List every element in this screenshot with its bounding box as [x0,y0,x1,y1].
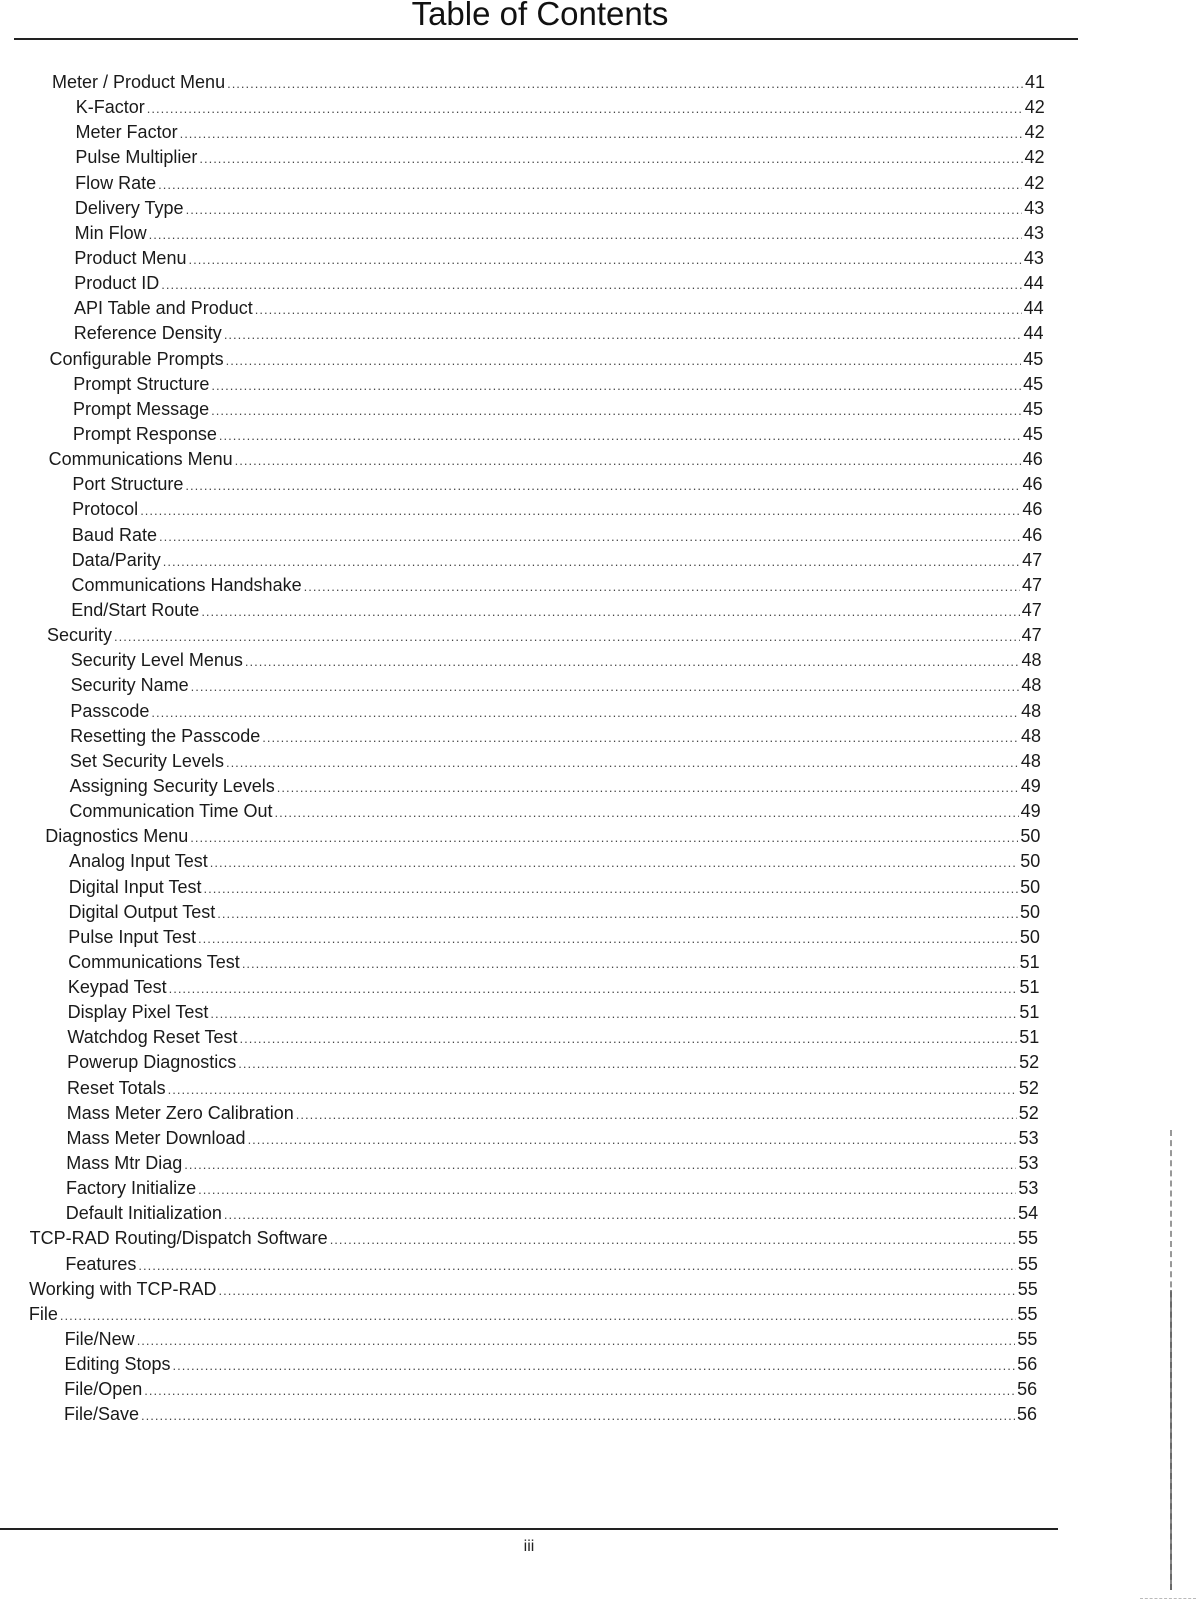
toc-entry-page: 50 [1019,901,1040,922]
toc-entry-page: 55 [1017,1329,1038,1350]
dot-leader [217,901,1018,926]
dot-leader [245,649,1020,674]
dot-leader [224,1202,1016,1227]
toc-entry-page: 48 [1020,750,1041,771]
toc-entry-label: Meter / Product Menu [52,72,226,92]
toc-entry [0,1126,1039,1151]
dot-leader [204,876,1019,901]
toc-entry [0,347,1043,372]
dot-leader [60,1303,1016,1328]
toc-entry [0,875,1040,900]
toc-entry-page: 56 [1017,1354,1038,1375]
toc-entry [0,246,1044,271]
toc-entry-label: Watchdog Reset Test [67,1027,238,1048]
toc-entry-label: Digital Input Test [68,876,202,897]
toc-entry-label: Data/Parity [71,549,161,570]
dot-leader [138,1253,1015,1278]
toc-entry [0,849,1040,874]
toc-entry [0,1151,1038,1176]
dot-leader [151,700,1019,725]
toc-entry [0,1377,1037,1402]
toc-entry [0,724,1041,749]
toc-entry-page: 44 [1023,298,1044,319]
toc-entry-label: Working with TCP-RAD [29,1278,217,1299]
toc-entry-page: 49 [1020,775,1041,796]
toc-entry [0,623,1042,648]
toc-entry-page: 55 [1017,1253,1038,1274]
toc-entry-page: 50 [1020,876,1041,897]
toc-entry-label: Min Flow [74,222,147,243]
toc-entry-page: 50 [1020,851,1041,872]
toc-entry [0,271,1044,296]
dot-leader [114,624,1020,649]
toc-entry-label: Mass Mtr Diag [66,1153,183,1174]
dot-leader [226,348,1022,373]
toc-entry-page: 52 [1019,1052,1040,1073]
toc-entry-page: 47 [1021,625,1042,646]
toc-entry [0,799,1041,824]
toc-entry-label: Communications Test [68,951,240,972]
toc-entry-page: 47 [1021,574,1042,595]
dot-leader [211,373,1021,398]
dot-leader [296,1102,1017,1127]
toc-entry-label: Security Level Menus [70,650,243,671]
toc-entry [0,1101,1039,1126]
toc-entry [0,70,1045,95]
dot-leader [242,951,1018,976]
dot-leader [158,172,1022,197]
dot-leader [224,322,1022,347]
toc-entry [0,824,1040,849]
toc-entry-page: 41 [1024,72,1045,92]
dot-leader [149,222,1022,247]
toc-entry-page: 43 [1023,247,1044,268]
toc-entry [0,447,1043,472]
toc-entry-label: Flow Rate [75,172,157,193]
toc-entry-label: Digital Output Test [68,901,216,922]
toc-entry [0,221,1044,246]
toc-entry-page: 45 [1023,373,1044,394]
toc-entry [0,1402,1037,1427]
dot-leader [169,976,1018,1001]
toc-entry [0,1050,1039,1075]
toc-entry [0,975,1040,1000]
dot-leader [141,1403,1015,1428]
toc-entry-page: 55 [1017,1303,1038,1324]
dot-leader [180,121,1023,146]
toc-entry-page: 45 [1023,348,1044,369]
dot-leader [163,549,1020,574]
toc-entry-label: Analog Input Test [68,851,208,872]
toc-entry [0,472,1043,497]
dot-leader [140,498,1020,523]
toc-entry-label: Configurable Prompts [49,348,224,369]
dot-leader [226,750,1019,775]
toc-entry-page: 49 [1020,801,1041,822]
toc-entry [0,1277,1038,1302]
toc-entry [0,1302,1038,1327]
toc-entry-label: Reset Totals [66,1077,166,1098]
toc-entry-page: 54 [1018,1203,1039,1224]
toc-entry [0,1201,1038,1226]
scan-edge-noise [1140,1598,1196,1599]
toc-entry [0,573,1042,598]
dot-leader [191,674,1020,699]
toc-entry-label: Pulse Multiplier [75,147,198,168]
toc-entry [0,372,1043,397]
dot-leader [210,850,1019,875]
dot-leader [330,1227,1016,1252]
toc-entry-label: Powerup Diagnostics [67,1052,237,1073]
toc-entry [0,171,1044,196]
toc-entry-page: 56 [1016,1404,1037,1425]
title-rule [14,38,1078,40]
dot-leader [173,1353,1016,1378]
toc-entry-label: Security [47,625,113,646]
dot-leader [161,272,1022,297]
toc-list [0,70,1100,1428]
toc-entry-page: 43 [1024,197,1045,218]
dot-leader [199,146,1022,171]
toc-entry-page: 48 [1021,650,1042,671]
dot-leader [239,1026,1017,1051]
toc-entry [0,598,1042,623]
dot-leader [159,524,1020,549]
toc-entry-page: 48 [1021,675,1042,696]
dot-leader [277,775,1019,800]
toc-entry-label: Display Pixel Test [67,1002,209,1023]
toc-entry-page: 42 [1024,122,1045,143]
toc-entry [0,699,1041,724]
toc-entry [0,523,1042,548]
toc-entry [0,422,1043,447]
toc-entry-label: Default Initialization [65,1203,222,1224]
toc-entry [0,1076,1039,1101]
toc-entry-label: Prompt Structure [73,373,210,394]
dot-leader [227,71,1023,96]
toc-entry-page: 51 [1019,1027,1040,1048]
dot-leader [188,247,1021,272]
toc-entry-label: Passcode [70,700,150,721]
toc-entry [0,774,1041,799]
toc-entry-page: 47 [1021,599,1042,620]
dot-leader [184,1152,1016,1177]
toc-entry-label: Meter Factor [75,122,178,143]
dot-leader [255,297,1022,322]
toc-entry-label: Editing Stops [64,1354,171,1375]
toc-entry-page: 53 [1018,1127,1039,1148]
toc-entry-page: 43 [1024,222,1045,243]
toc-entry [0,950,1040,975]
toc-entry-label: API Table and Product [73,298,253,319]
dot-leader [219,423,1021,448]
toc-entry-page: 51 [1019,951,1040,972]
toc-entry-label: Reference Density [73,323,222,344]
toc-entry [0,497,1042,522]
toc-entry [0,1176,1038,1201]
toc-entry-label: K-Factor [75,97,145,118]
dot-leader [168,1077,1017,1102]
toc-entry-page: 42 [1024,97,1045,118]
footer-rule [0,1528,1058,1530]
dot-leader [198,1177,1016,1202]
toc-entry-label: TCP-RAD Routing/Dispatch Software [29,1228,328,1249]
toc-entry-page: 46 [1022,524,1043,545]
toc-entry-label: End/Start Route [71,599,200,620]
dot-leader [201,599,1019,624]
toc-entry-label: Set Security Levels [69,750,224,771]
toc-entry [0,648,1042,673]
toc-entry [0,673,1041,698]
toc-entry [0,900,1040,925]
toc-entry-page: 47 [1022,549,1043,570]
toc-entry-page: 42 [1024,147,1045,168]
toc-entry-page: 51 [1019,977,1040,998]
toc-entry [0,296,1044,321]
toc-entry-label: Communications Menu [48,449,233,470]
dot-leader [186,197,1023,222]
page-title: Table of Contents [411,0,669,32]
toc-entry-page: 52 [1018,1077,1039,1098]
toc-entry-page: 53 [1018,1153,1039,1174]
toc-entry-label: File/New [64,1329,135,1350]
dot-leader [304,574,1020,599]
scan-binding-edge [1170,1290,1172,1590]
dot-leader [137,1328,1016,1353]
dot-leader [198,926,1018,951]
dot-leader [144,1378,1015,1403]
toc-entry-label: Port Structure [72,474,184,495]
toc-entry-page: 50 [1020,826,1041,847]
toc-entry-page: 48 [1021,725,1042,746]
toc-entry-label: Pulse Input Test [68,926,197,947]
dot-leader [185,473,1020,498]
dot-leader [235,448,1021,473]
toc-entry-label: Prompt Message [73,398,210,419]
toc-entry-label: Delivery Type [74,197,184,218]
dot-leader [147,96,1023,121]
toc-entry [0,1025,1039,1050]
toc-entry-label: File/Open [64,1379,143,1400]
toc-entry-label: File/Save [64,1404,140,1425]
toc-entry-page: 55 [1018,1228,1039,1249]
toc-entry [0,196,1044,221]
toc-entry-label: Baud Rate [71,524,157,545]
toc-entry [0,548,1042,573]
toc-entry [0,321,1043,346]
dot-leader [211,398,1021,423]
toc-entry-page: 56 [1017,1379,1038,1400]
toc-entry [0,1226,1038,1251]
toc-entry [0,120,1045,145]
dot-leader [210,1001,1017,1026]
dot-leader [275,800,1019,825]
toc-entry [0,925,1040,950]
toc-entry-label: Features [65,1253,137,1274]
toc-entry-page: 55 [1017,1278,1038,1299]
toc-entry-label: Protocol [72,499,139,520]
toc-entry-page: 51 [1019,1002,1040,1023]
toc-entry-label: File [28,1303,58,1324]
toc-entry [0,1327,1037,1352]
toc-entry-label: Communications Handshake [71,574,302,595]
dot-leader [262,725,1019,750]
toc-entry-page: 42 [1024,172,1045,193]
toc-entry-page: 48 [1021,700,1042,721]
toc-entry-page: 44 [1023,273,1044,294]
toc-entry-page: 46 [1022,499,1043,520]
dot-leader [190,825,1018,850]
toc-entry [0,1352,1037,1377]
toc-entry-label: Assigning Security Levels [69,775,275,796]
toc-entry-label: Communication Time Out [69,801,273,822]
dot-leader [219,1278,1016,1303]
toc-entry-label: Prompt Response [72,423,217,444]
toc-entry [0,95,1045,120]
toc-entry-page: 50 [1019,926,1040,947]
toc-entry-page: 45 [1022,423,1043,444]
toc-entry [0,1000,1039,1025]
toc-entry-page: 45 [1022,398,1044,419]
toc-entry-page: 46 [1022,474,1043,495]
toc-entry-page: 52 [1018,1102,1039,1123]
dot-leader [248,1127,1017,1152]
toc-entry-page: 46 [1022,449,1043,470]
toc-entry-label: Resetting the Passcode [70,725,261,746]
toc-entry-label: Keypad Test [67,977,167,998]
toc-entry [0,145,1045,170]
toc-entry-label: Mass Meter Zero Calibration [66,1102,294,1123]
toc-entry-label: Factory Initialize [66,1178,197,1199]
toc-entry-label: Product Menu [74,247,187,268]
toc-entry-label: Mass Meter Download [66,1127,246,1148]
page-number: iii [523,1538,535,1555]
dot-leader [238,1051,1017,1076]
toc-entry [0,749,1041,774]
toc-entry-label: Diagnostics Menu [45,826,189,847]
toc-entry-label: Product ID [74,273,160,294]
toc-entry-page: 53 [1018,1178,1039,1199]
toc-entry-page: 44 [1023,323,1044,344]
toc-entry [0,1252,1038,1277]
toc-entry [0,397,1043,422]
toc-entry-label: Security Name [70,675,189,696]
